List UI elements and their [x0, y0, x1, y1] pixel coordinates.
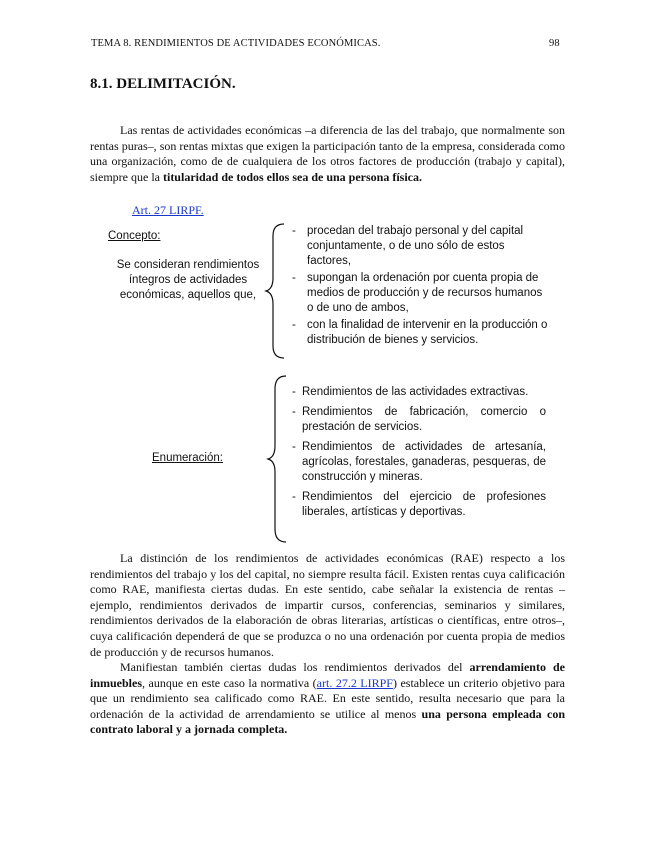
list-item: - supongan la ordenación por cuenta propia de medios de producción y de recursos humanos o de uno de ambos,: [292, 272, 543, 314]
intro-bold: titularidad de todos ellos sea de una persona física.: [162, 169, 423, 184]
concepto-lead: Se consideran rendimientos íntegros de actividades económicas, aquellos que,: [116, 259, 260, 301]
enumeracion-item-4: Rendimientos del ejercicio de profesiones liberales, artísticas y deportivas.: [302, 491, 546, 518]
enumeracion-item-1: Rendimientos de las actividades extractivas.: [302, 386, 529, 398]
paragraph-2-text: La distinción de los rendimientos de actividades económicas (RAE) respecto a los rendimientos del trabajo y los del capital, no siempre resulta fácil. Existen rentas cuya calificación como RAE, manifiesta ciertas dudas. En este sentido, cabe señalar la existencia de rentas –ejemplo, rendimientos derivados de impartir cursos, conferencias, seminarios y similares, rendimientos derivados de la elaboración de obras literarias, artísticas o científicas, entre otros–, cuya calificación dependerá de que se produzca o no una ordenación por cuenta propia de medios de producción y de recursos humanos.: [90, 551, 565, 659]
paragraph-arrendamiento: [90, 660, 565, 738]
paragraph-rae-distinction: [90, 551, 565, 660]
concepto-label: Concepto:: [108, 230, 161, 242]
art-27-link[interactable]: Art. 27 LIRPF.: [132, 203, 204, 217]
concepto-brace: [264, 222, 288, 360]
list-item: - Rendimientos de actividades de artesanía, agrícolas, forestales, ganaderas, pesqueras, de construcción y mineras.: [292, 441, 546, 483]
list-item: - procedan del trabajo personal y del capital conjuntamente, o de uno sólo de estos factores,: [292, 225, 524, 267]
enumeracion-item-2: Rendimientos de fabricación, comercio o prestación de servicios.: [302, 406, 546, 433]
enumeracion-item-3: Rendimientos de actividades de artesanía, agrícolas, forestales, ganaderas, pesqueras, de construcción y mineras.: [302, 441, 546, 483]
enumeracion-list: [292, 385, 546, 525]
page-number: 98: [549, 38, 560, 49]
page-header-title: TEMA 8. RENDIMIENTOS DE ACTIVIDADES ECONÓMICAS.: [91, 38, 381, 49]
concepto-list: [292, 224, 548, 348]
intro-paragraph: [90, 123, 565, 185]
para3-text-2: , aunque en este caso la normativa (: [142, 675, 317, 690]
section-title: 8.1. DELIMITACIÓN.: [90, 76, 236, 92]
concepto-item-1: procedan del trabajo personal y del capital conjuntamente, o de uno sólo de estos factores,: [307, 225, 524, 267]
para3-text-3: ) establece un criterio objetivo para que un rendimiento sea calificado como RAE. En este sentido, resulta necesario que para la ordenación de la actividad de arrendamiento se utilice al menos: [90, 675, 565, 721]
list-item: - Rendimientos de las actividades extractivas.: [292, 386, 529, 398]
concepto-item-2: supongan la ordenación por cuenta propia de medios de producción y de recursos humanos o de uno de ambos,: [307, 272, 543, 314]
para3-text-1: Manifiestan también ciertas dudas los rendimientos derivados del: [120, 660, 470, 674]
enumeracion-label: Enumeración:: [152, 452, 223, 464]
list-item: - con la finalidad de intervenir en la producción o distribución de bienes y servicios.: [292, 319, 548, 346]
list-item: - Rendimientos de fabricación, comercio o prestación de servicios.: [292, 406, 546, 433]
art-27-2-link[interactable]: art. 27.2 LIRPF: [316, 675, 393, 690]
concepto-item-3: con la finalidad de intervenir en la producción o distribución de bienes y servicios.: [307, 319, 548, 346]
para3-bold-1: arrendamiento de inmuebles: [90, 660, 566, 690]
list-item: - Rendimientos del ejercicio de profesiones liberales, artísticas y deportivas.: [292, 491, 546, 518]
intro-text: Las rentas de actividades económicas –a diferencia de las del trabajo, que normalmente son rentas puras–, son rentas mixtas que exigen la participación tanto de la empresa, considerada como una organización, como de de cualquiera de los otros factores de producción (trabajo y capital), siempre que la: [90, 123, 565, 184]
para3-bold-2: una persona empleada con contrato laboral y a jornada completa.: [90, 706, 565, 737]
enumeracion-brace: [266, 374, 290, 544]
